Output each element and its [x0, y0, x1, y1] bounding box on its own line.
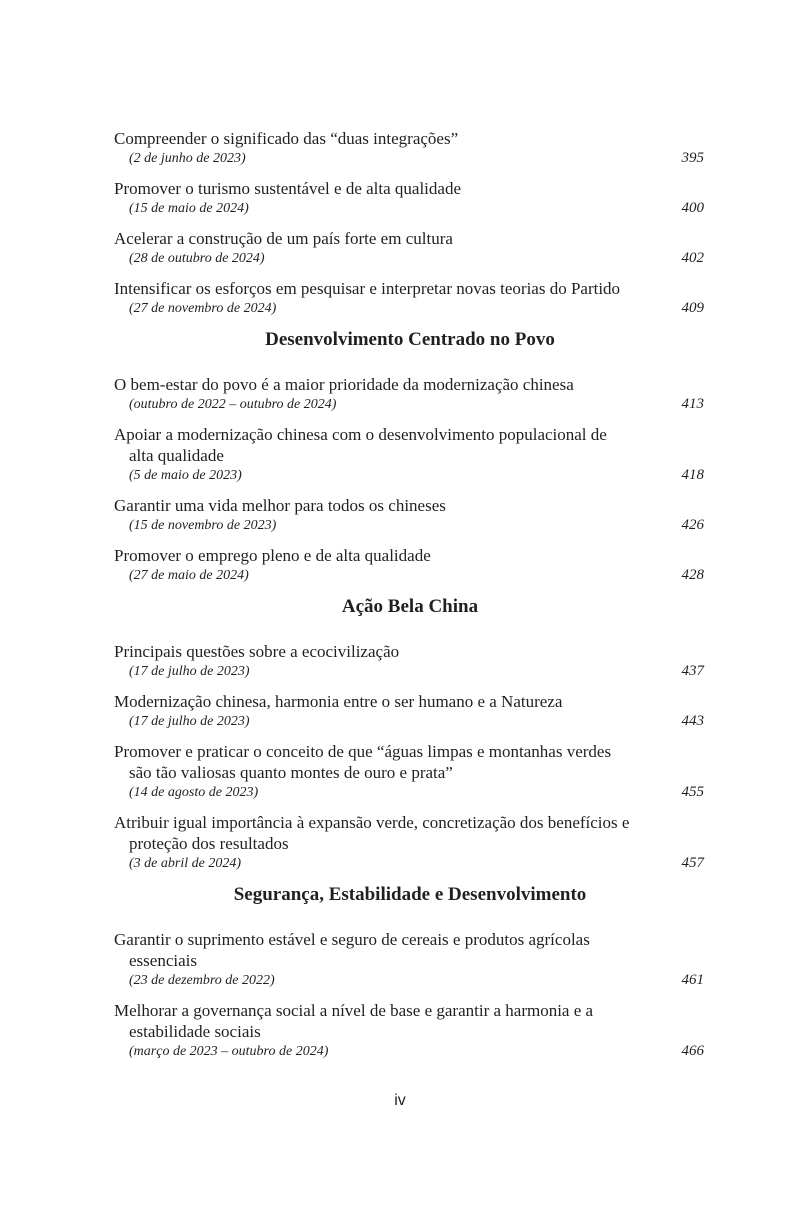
entry-page-number: 413 [681, 396, 704, 412]
entry-date: 17 de julho de 2023 [133, 714, 245, 729]
entry-title [114, 641, 706, 662]
entry-title-line: alta qualidade [129, 446, 224, 465]
toc-entry[interactable] [114, 741, 706, 802]
entry-title-line: proteção dos resultados [129, 834, 289, 853]
entry-title [114, 424, 706, 466]
entry-meta: (15 de novembro de 2023) 426 [129, 517, 704, 533]
toc-entry[interactable] [114, 278, 706, 318]
entry-title [114, 545, 706, 566]
entry-date: 15 de novembro de 2023 [133, 518, 272, 533]
page-number: iv [394, 1092, 406, 1109]
entry-page-number: 426 [681, 517, 704, 533]
entry-meta: (17 de julho de 2023) 437 [129, 663, 704, 679]
entry-meta: (2 de junho de 2023) 395 [129, 150, 704, 166]
toc-entry[interactable] [114, 812, 706, 873]
entry-meta: (outubro de 2022 – outubro de 2024) 413 [129, 396, 704, 412]
entry-date: 17 de julho de 2023 [133, 664, 245, 679]
toc-section [114, 128, 706, 318]
entry-date: março de 2023 – outubro de 2024 [133, 1044, 324, 1059]
entry-title-line: Melhorar a governança social a nível de base e garantir a harmonia e a [114, 1001, 594, 1020]
entry-page-number: 455 [681, 784, 704, 800]
entry-title-line: Modernização chinesa, harmonia entre o ser humano e a Natureza [114, 692, 563, 711]
toc-section [114, 328, 706, 585]
entry-title-line: são tão valiosas quanto montes de ouro e prata” [129, 763, 453, 782]
entry-meta: (3 de abril de 2024) 457 [129, 855, 704, 871]
entry-date: 3 de abril de 2024 [133, 856, 237, 871]
entry-meta: (15 de maio de 2024) 400 [129, 200, 704, 216]
entry-title-line: Promover o turismo sustentável e de alta qualidade [114, 179, 461, 198]
entry-title-line: O bem-estar do povo é a maior prioridade da modernização chinesa [114, 375, 574, 394]
toc-entry[interactable] [114, 374, 706, 414]
toc-entry[interactable] [114, 178, 706, 218]
entry-title-line: estabilidade sociais [129, 1022, 261, 1041]
entry-title-line: Atribuir igual importância à expansão verde, concretização dos benefícios e [114, 813, 630, 832]
entry-page-number: 402 [681, 250, 704, 266]
entry-meta: (5 de maio de 2023) 418 [129, 467, 704, 483]
entry-date: 23 de dezembro de 2022 [133, 973, 271, 988]
entry-date: 27 de novembro de 2024 [133, 301, 272, 316]
entry-date: 5 de maio de 2023 [133, 468, 238, 483]
toc-section [114, 595, 706, 873]
toc-entry[interactable] [114, 424, 706, 485]
entry-date: 28 de outubro de 2024 [133, 251, 260, 266]
entry-date: outubro de 2022 – outubro de 2024 [133, 397, 332, 412]
section-heading: Ação Bela China [341, 596, 479, 617]
toc-entry[interactable] [114, 1000, 706, 1061]
entry-meta: (23 de dezembro de 2022) 461 [129, 972, 704, 988]
toc-entry[interactable] [114, 128, 706, 168]
entry-title [114, 1000, 706, 1042]
entry-page-number: 461 [681, 972, 704, 988]
entry-page-number: 466 [681, 1043, 704, 1059]
entry-title-line: Garantir uma vida melhor para todos os chineses [114, 496, 446, 515]
entry-title [114, 128, 706, 149]
entry-date: 27 de maio de 2024 [133, 568, 245, 583]
entry-title-line: essenciais [129, 951, 197, 970]
entry-page-number: 428 [681, 567, 704, 583]
entry-date: 14 de agosto de 2023 [133, 785, 254, 800]
entry-title [114, 691, 706, 712]
entry-title-line: Garantir o suprimento estável e seguro de cereais e produtos agrícolas [114, 930, 590, 949]
toc-entry[interactable] [114, 495, 706, 535]
section-heading: Desenvolvimento Centrado no Povo [265, 329, 555, 350]
table-of-contents [114, 128, 706, 1071]
entry-title-line: Acelerar a construção de um país forte em cultura [114, 229, 453, 248]
entry-meta: (março de 2023 – outubro de 2024) 466 [129, 1043, 704, 1059]
entry-meta: (14 de agosto de 2023) 455 [129, 784, 704, 800]
entry-title [114, 374, 706, 395]
entry-title [114, 228, 706, 249]
toc-section [114, 883, 706, 1061]
entry-page-number: 437 [681, 663, 704, 679]
entry-meta: (17 de julho de 2023) 443 [129, 713, 704, 729]
entry-page-number: 457 [681, 855, 704, 871]
entry-date: 15 de maio de 2024 [133, 201, 245, 216]
entry-title-line: Compreender o significado das “duas integrações” [114, 129, 459, 148]
entry-meta: (27 de maio de 2024) 428 [129, 567, 704, 583]
entry-title-line: Intensificar os esforços em pesquisar e interpretar novas teorias do Partido [114, 279, 621, 298]
toc-entry[interactable] [114, 228, 706, 268]
entry-title [114, 278, 706, 299]
entry-page-number: 395 [681, 150, 704, 166]
entry-title [114, 929, 706, 971]
entry-title [114, 812, 706, 854]
entry-title [114, 741, 706, 783]
toc-entry[interactable] [114, 641, 706, 681]
entry-title-line: Promover o emprego pleno e de alta qualidade [114, 546, 431, 565]
entry-page-number: 443 [681, 713, 704, 729]
entry-meta: (27 de novembro de 2024) 409 [129, 300, 704, 316]
entry-page-number: 400 [681, 200, 704, 216]
entry-title-line: Principais questões sobre a ecocivilização [114, 642, 400, 661]
entry-date: 2 de junho de 2023 [133, 151, 241, 166]
entry-page-number: 418 [681, 467, 704, 483]
toc-entry[interactable] [114, 929, 706, 990]
section-heading: Segurança, Estabilidade e Desenvolvimento [233, 884, 587, 905]
entry-title [114, 495, 706, 516]
entry-meta: (28 de outubro de 2024) 402 [129, 250, 704, 266]
entry-title [114, 178, 706, 199]
entry-page-number: 409 [681, 300, 704, 316]
toc-entry[interactable] [114, 545, 706, 585]
entry-title-line: Promover e praticar o conceito de que “águas limpas e montanhas verdes [114, 742, 612, 761]
entry-title-line: Apoiar a modernização chinesa com o desenvolvimento populacional de [114, 425, 607, 444]
toc-entry[interactable] [114, 691, 706, 731]
